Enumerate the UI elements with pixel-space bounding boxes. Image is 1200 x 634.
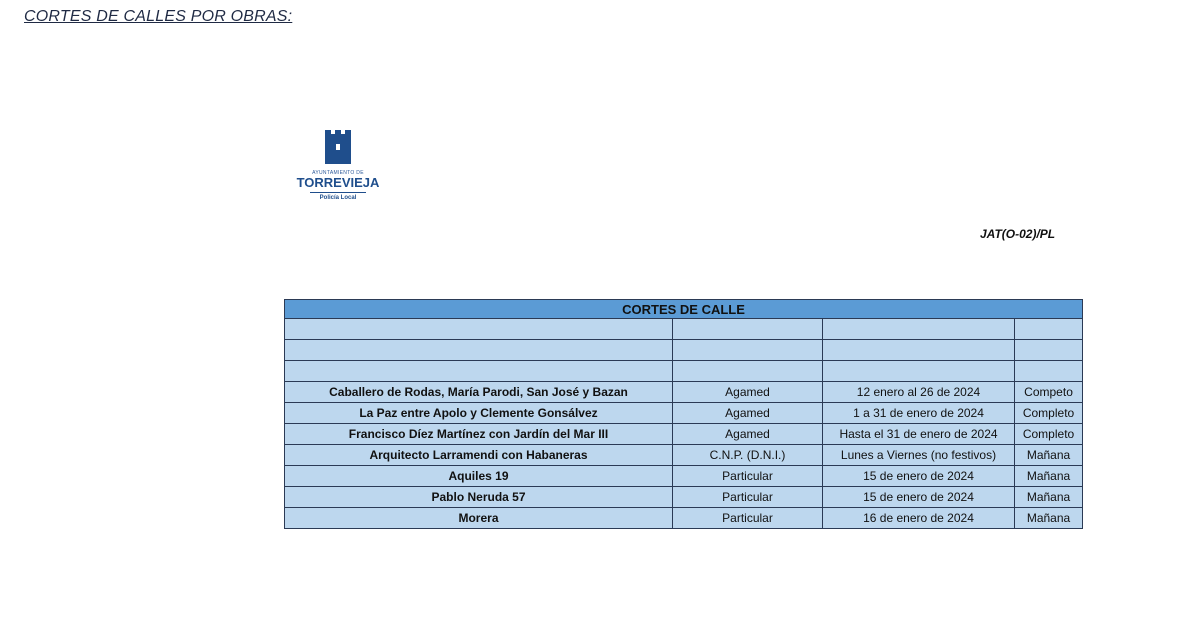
table-cell — [823, 319, 1015, 340]
table-row-empty — [285, 361, 1083, 382]
table-cell — [673, 340, 823, 361]
dates-cell: 12 enero al 26 de 2024 — [823, 382, 1015, 403]
company-cell: C.N.P. (D.N.I.) — [673, 445, 823, 466]
table-cell — [823, 340, 1015, 361]
page-heading: CORTES DE CALLES POR OBRAS: — [24, 8, 293, 25]
dates-cell: Lunes a Viernes (no festivos) — [823, 445, 1015, 466]
street-cell: Arquitecto Larramendi con Habaneras — [285, 445, 673, 466]
company-cell: Particular — [673, 508, 823, 529]
dates-cell: 1 a 31 de enero de 2024 — [823, 403, 1015, 424]
document-code: JAT(O-02)/PL — [980, 227, 1056, 241]
company-cell: Agamed — [673, 382, 823, 403]
table-cell — [823, 361, 1015, 382]
company-cell: Particular — [673, 466, 823, 487]
table-cell — [673, 361, 823, 382]
table-row-empty — [285, 340, 1083, 361]
type-cell: Completo — [1015, 424, 1083, 445]
dates-cell: 15 de enero de 2024 — [823, 487, 1015, 508]
table-row — [285, 382, 1083, 403]
company-cell: Particular — [673, 487, 823, 508]
tower-icon — [290, 130, 386, 164]
table-cell — [285, 340, 673, 361]
table-cell — [1015, 319, 1083, 340]
logo-divider — [310, 192, 366, 193]
table-cell — [673, 319, 823, 340]
table-row-empty — [285, 319, 1083, 340]
table-cell — [285, 361, 673, 382]
street-cell: Aquiles 19 — [285, 466, 673, 487]
table-cell — [285, 319, 673, 340]
table-row — [285, 487, 1083, 508]
table-row — [285, 424, 1083, 445]
type-cell: Mañana — [1015, 466, 1083, 487]
table-cell — [1015, 340, 1083, 361]
table-title: CORTES DE CALLE — [285, 300, 1083, 319]
street-cell: Francisco Díez Martínez con Jardín del Mar III — [285, 424, 673, 445]
street-cell: La Paz entre Apolo y Clemente Gonsálvez — [285, 403, 673, 424]
type-cell: Mañana — [1015, 445, 1083, 466]
table-row — [285, 403, 1083, 424]
company-cell: Agamed — [673, 403, 823, 424]
type-cell: Mañana — [1015, 508, 1083, 529]
type-cell: Mañana — [1015, 487, 1083, 508]
dates-cell: Hasta el 31 de enero de 2024 — [823, 424, 1015, 445]
street-closures-table — [284, 299, 1083, 529]
logo — [290, 130, 386, 201]
street-cell: Caballero de Rodas, María Parodi, San José y Bazan — [285, 382, 673, 403]
logo-line2: TORREVIEJA — [296, 175, 380, 190]
type-cell: Completo — [1015, 403, 1083, 424]
table-title-row — [285, 300, 1083, 319]
table-row — [285, 508, 1083, 529]
street-cell: Morera — [285, 508, 673, 529]
company-cell: Agamed — [673, 424, 823, 445]
table-cell — [1015, 361, 1083, 382]
table-row — [285, 445, 1083, 466]
logo-line3: Policía Local — [319, 195, 357, 201]
dates-cell: 16 de enero de 2024 — [823, 508, 1015, 529]
logo-line1: AYUNTAMIENTO DE — [312, 170, 364, 176]
type-cell: Competo — [1015, 382, 1083, 403]
street-cell: Pablo Neruda 57 — [285, 487, 673, 508]
dates-cell: 15 de enero de 2024 — [823, 466, 1015, 487]
table-row — [285, 466, 1083, 487]
